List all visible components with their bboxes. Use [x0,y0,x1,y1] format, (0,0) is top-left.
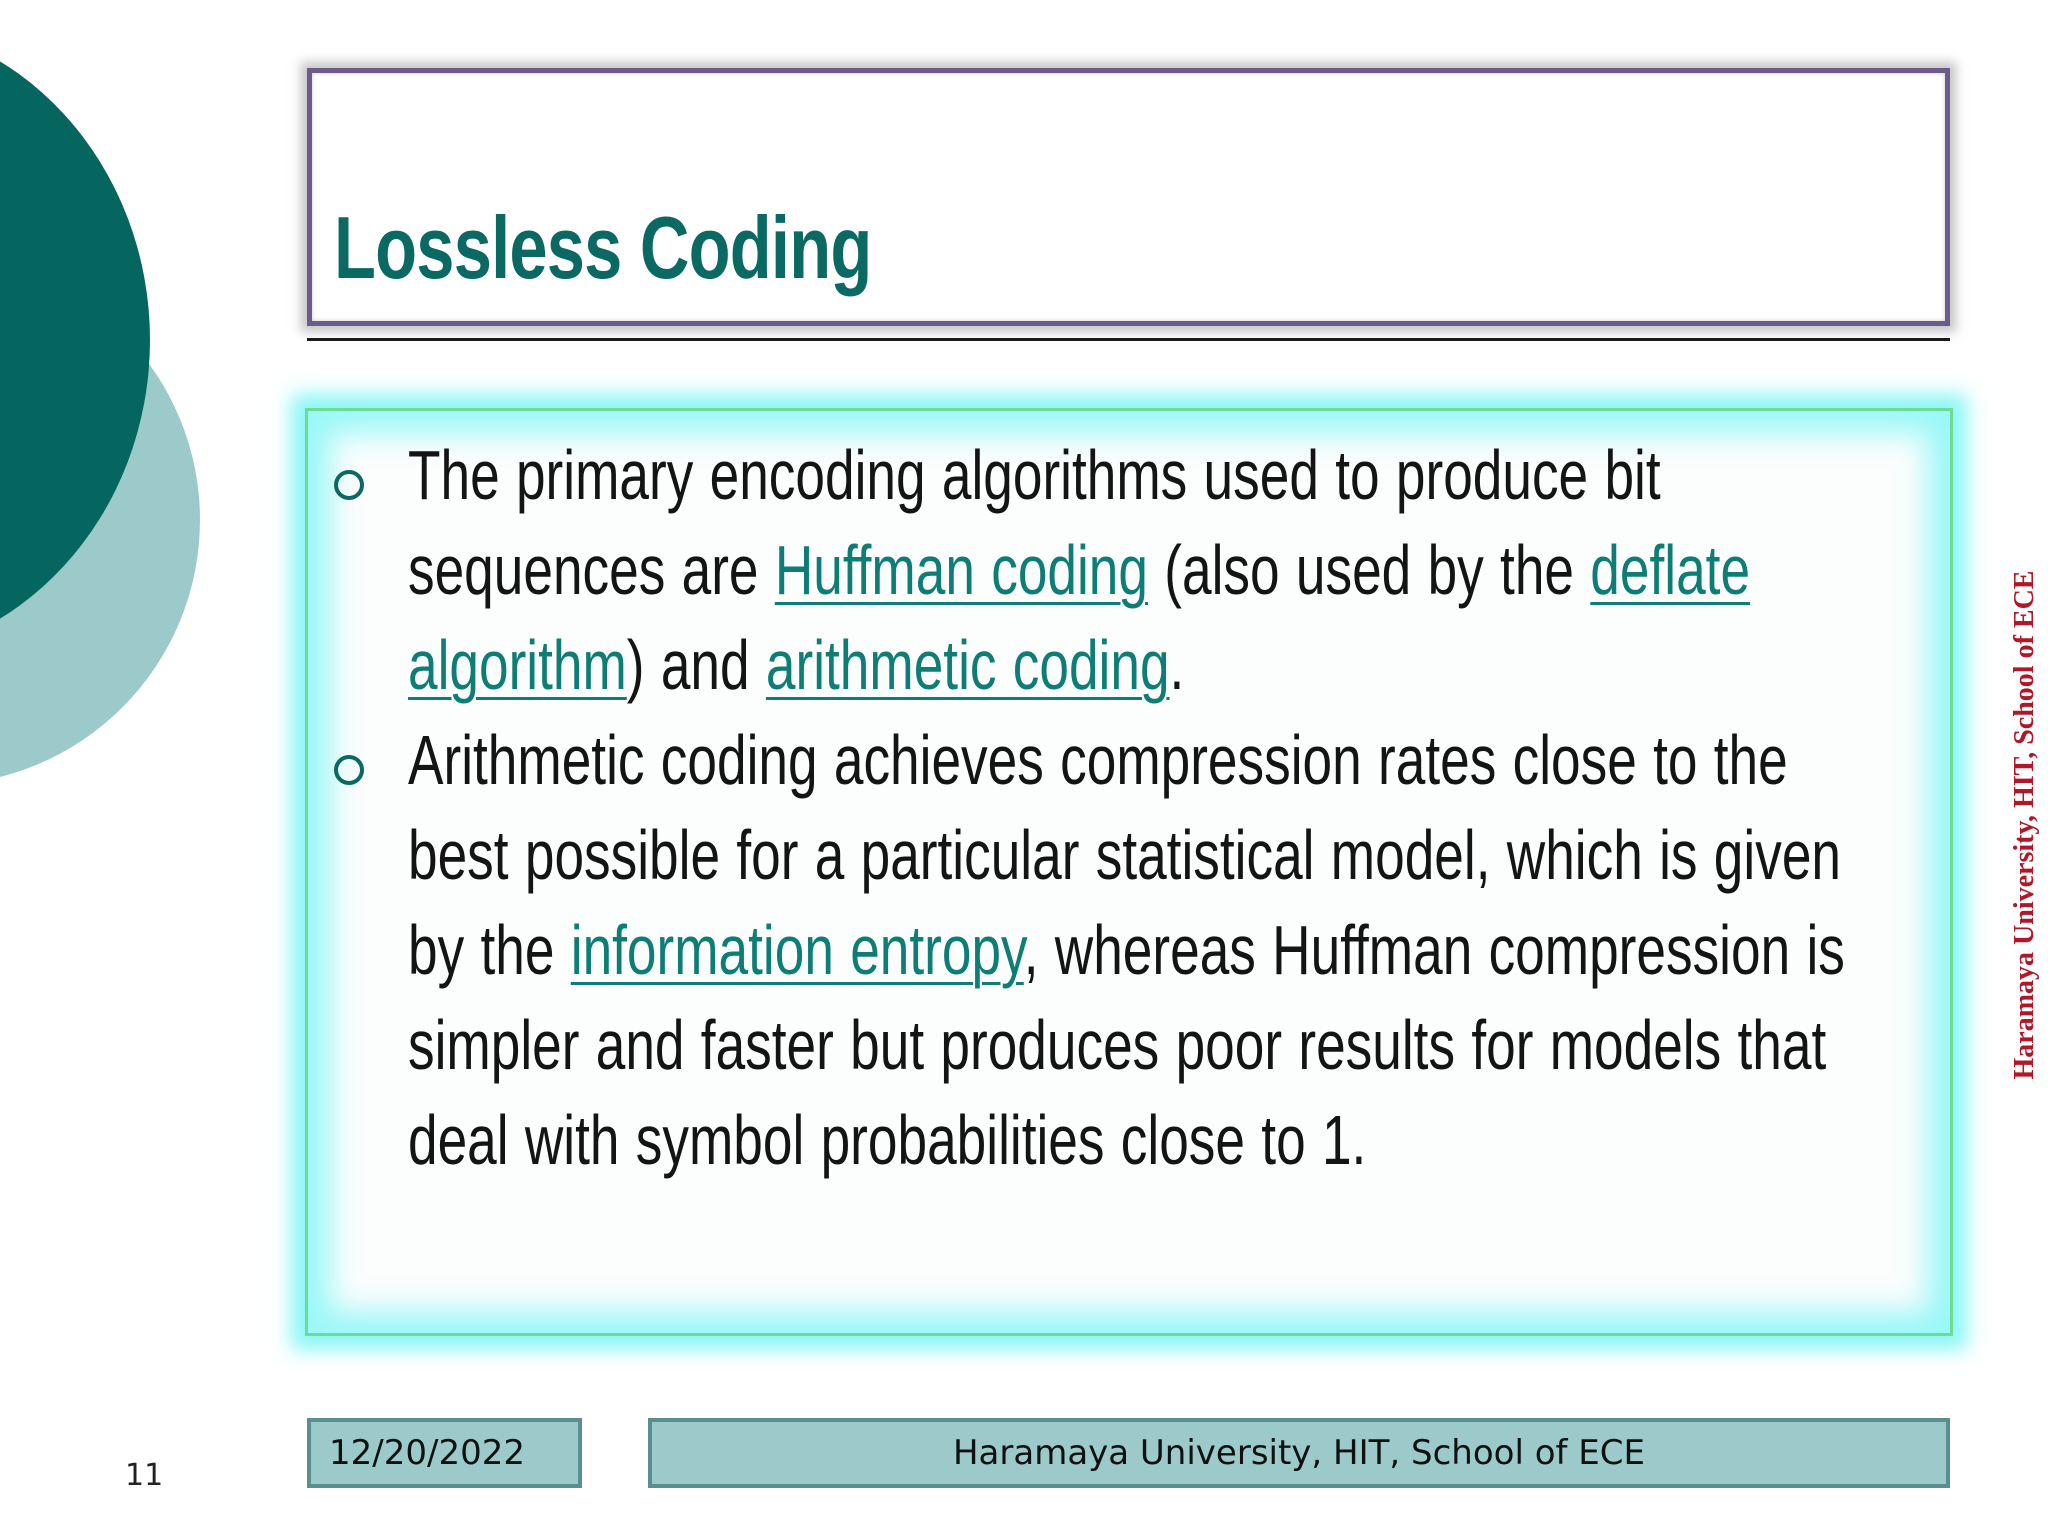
text-segment: Arithmetic coding achieves compression rates close to the best possible for a particular statistical model, which is given by the [408,721,1841,989]
text-segment: ) and [626,626,766,704]
title-divider [307,338,1950,341]
link-arithmetic-coding[interactable]: arithmetic coding [765,626,1170,704]
text-segment: , whereas Huffman compression is simpler and faster but produces poor results for models that deal with symbol probabilities close to 1. [408,911,1845,1179]
footer-date: 12/20/2022 [307,1418,582,1488]
link-deflate-algorithm[interactable]: deflate algorithm [408,531,1751,704]
hollow-circle-bullet-icon [334,470,364,500]
text-segment: . [1169,626,1185,704]
bullet-list [330,428,1940,1188]
text-segment: (also used by the [1147,531,1591,609]
footer-institution: Haramaya University, HIT, School of ECE [648,1418,1950,1488]
text-segment: The primary encoding algorithms used to produce bit sequences are [408,436,1661,609]
slide-number: 11 [125,1458,164,1493]
hollow-circle-bullet-icon [334,755,364,785]
title-frame [307,68,1950,326]
bullet-text [408,428,1852,713]
slide-title: Lossless Coding [334,198,872,297]
link-information-entropy[interactable]: information entropy [570,911,1024,989]
bullet-item [330,713,1940,1188]
side-label-text: Haramaya University, HIT, School of ECE [2009,570,2040,1080]
link-huffman-coding[interactable]: Huffman coding [774,531,1148,609]
bullet-text [408,713,1852,1188]
bullet-item [330,428,1940,713]
side-institution-label [2010,510,2040,1140]
